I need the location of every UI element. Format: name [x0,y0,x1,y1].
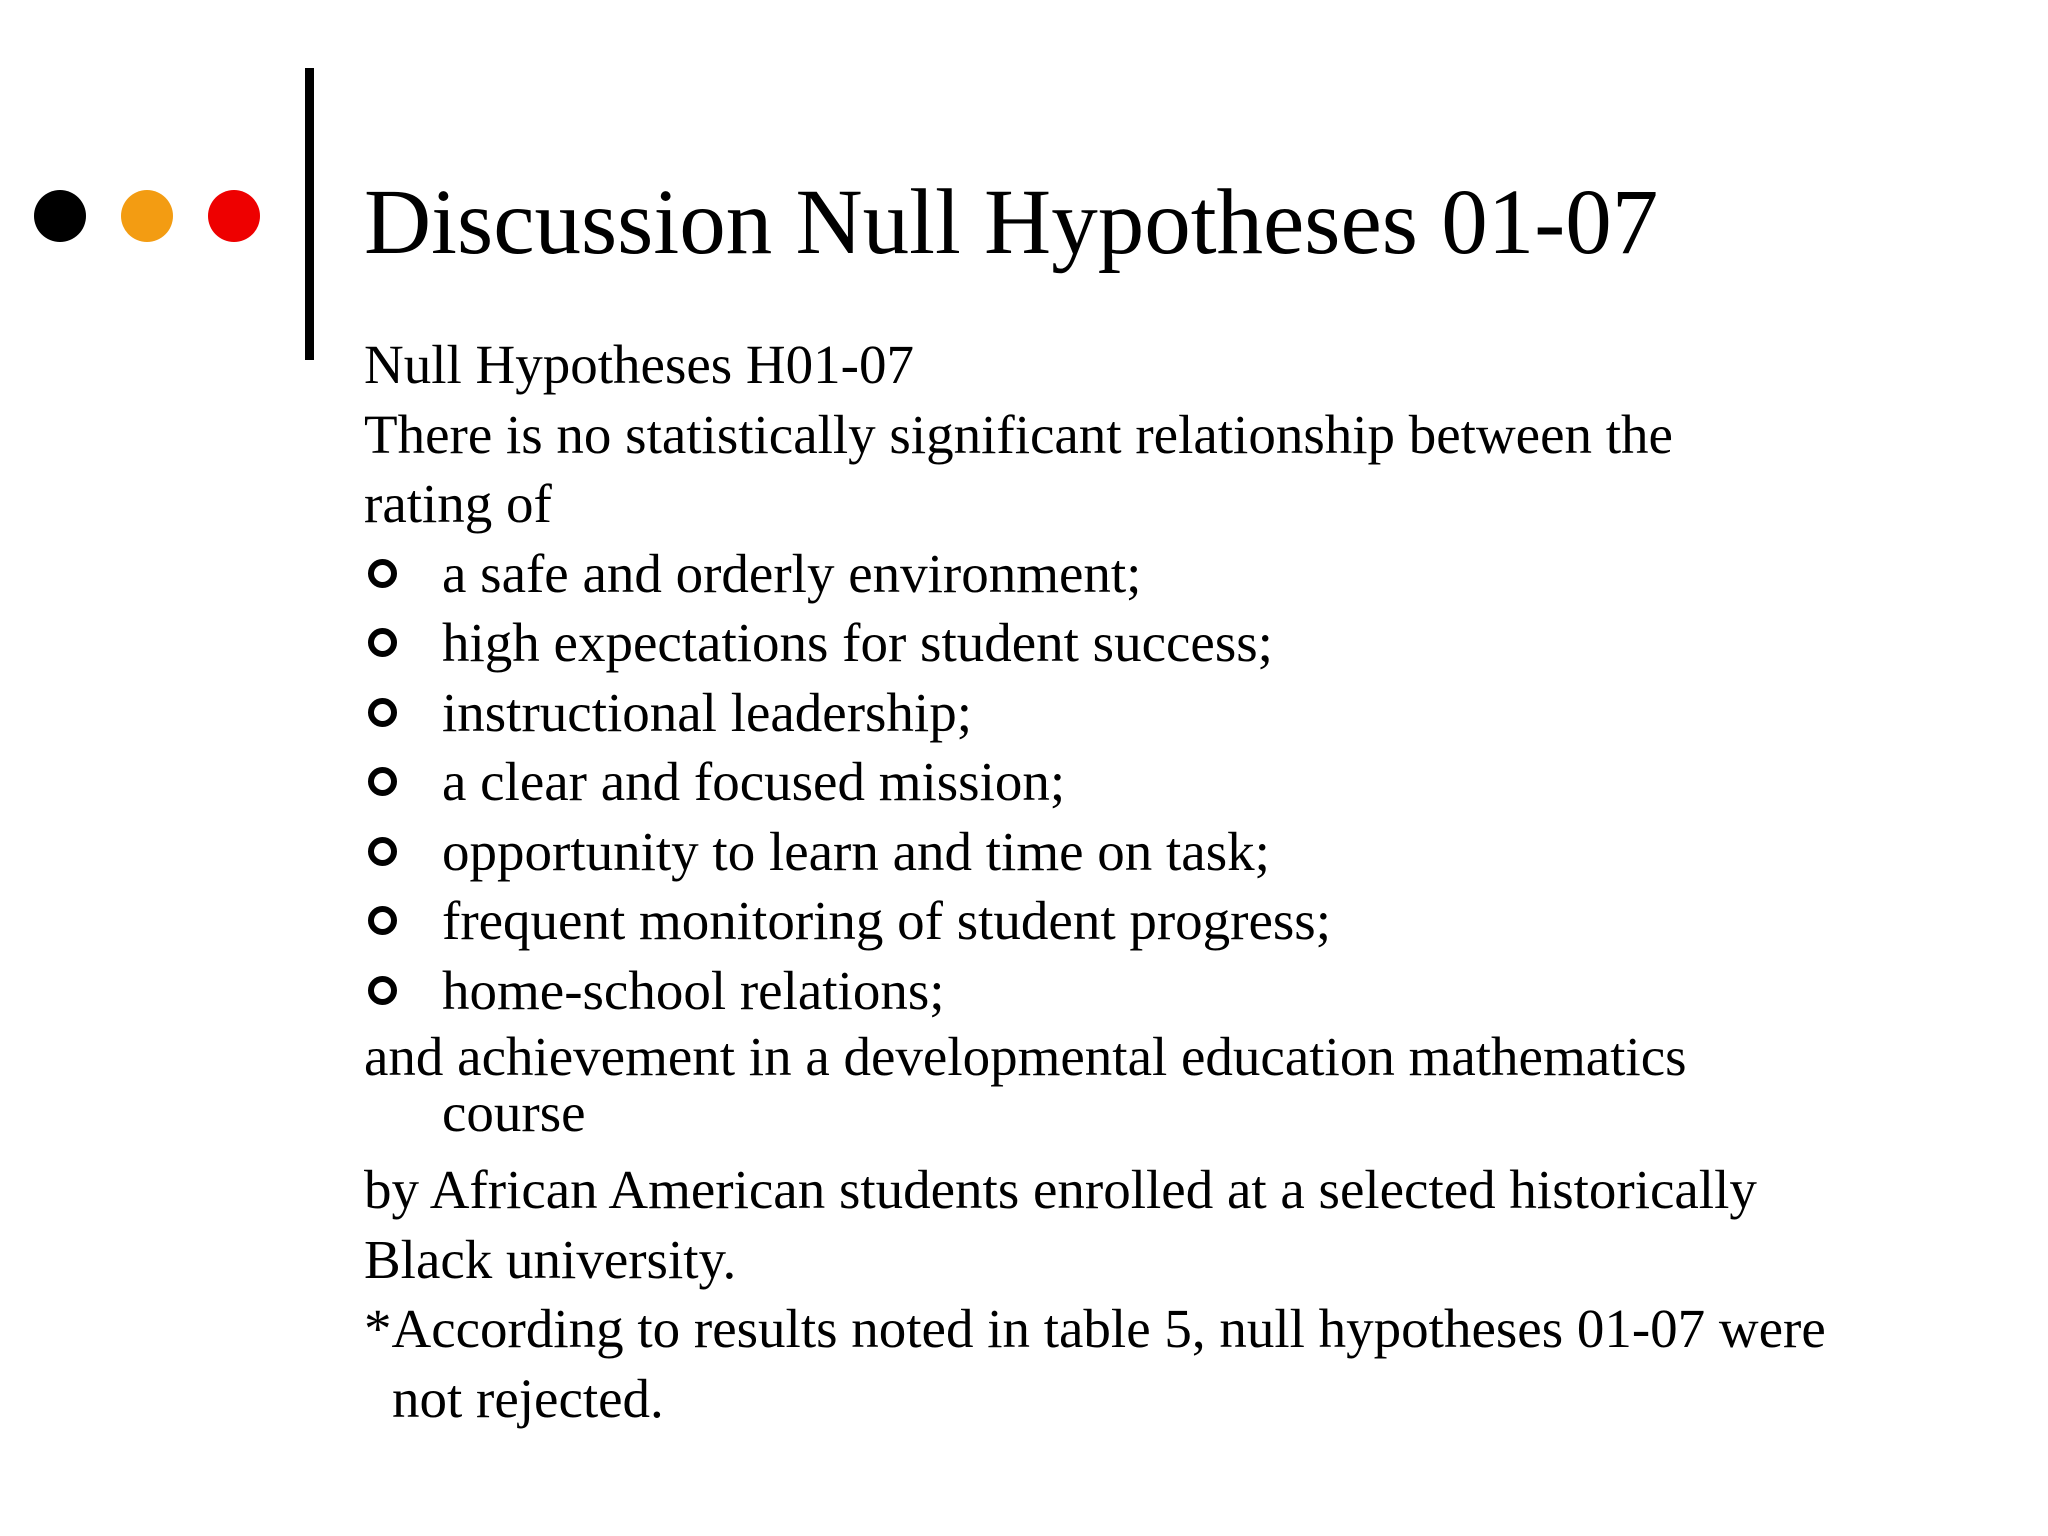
ring-bullet-icon [368,628,397,657]
note-text-line-1: *According to results noted in table 5, null hypotheses 01-07 were [364,1298,1826,1359]
population-text-line-2: Black university. [364,1228,737,1290]
list-item-text: opportunity to learn and time on task; [442,820,1270,882]
population-text-line-1: by African American students enrolled at a selected historically [364,1159,1757,1220]
achievement-paragraph [364,1026,2004,1143]
slide-body [364,330,2004,1433]
black-dot-icon [34,190,86,242]
list-item-text: a clear and focused mission; [442,751,1066,812]
ring-bullet-icon [368,698,397,727]
achievement-text-line-2: course [442,1082,586,1143]
list-item-text: instructional leadership; [442,681,972,743]
list-item-text: a safe and orderly environment; [442,542,1142,604]
achievement-text-line-1: and achievement in a developmental education mathematics [364,1026,1687,1087]
hypothesis-factor-list [364,539,2004,1026]
ring-bullet-icon [368,767,397,796]
list-item [364,817,2004,887]
intro-text-line-1: There is no statistically significant relationship between the [364,403,1673,465]
list-item-text: frequent monitoring of student progress; [442,890,1331,951]
list-item-text: home-school relations; [442,959,945,1021]
ring-bullet-icon [368,976,397,1005]
list-item [364,747,2004,817]
red-dot-icon [208,190,260,242]
ring-bullet-icon [368,906,397,935]
orange-dot-icon [121,190,173,242]
slide-title: Discussion Null Hypotheses 01-07 [364,171,1659,274]
note-text-line-2: not rejected. [392,1367,664,1429]
ring-bullet-icon [368,559,397,588]
ring-bullet-icon [368,837,397,866]
section-heading: Null Hypotheses H01-07 [364,334,914,395]
title-divider [305,68,314,360]
decorative-dots [34,190,274,246]
list-item [364,956,2004,1026]
population-paragraph [364,1155,2004,1294]
list-item [364,539,2004,609]
list-item-text: high expectations for student success; [442,612,1273,673]
intro-text-line-2: rating of [364,473,552,534]
list-item [364,608,2004,678]
list-item [364,886,2004,956]
list-item [364,678,2004,748]
results-note [364,1294,2004,1433]
